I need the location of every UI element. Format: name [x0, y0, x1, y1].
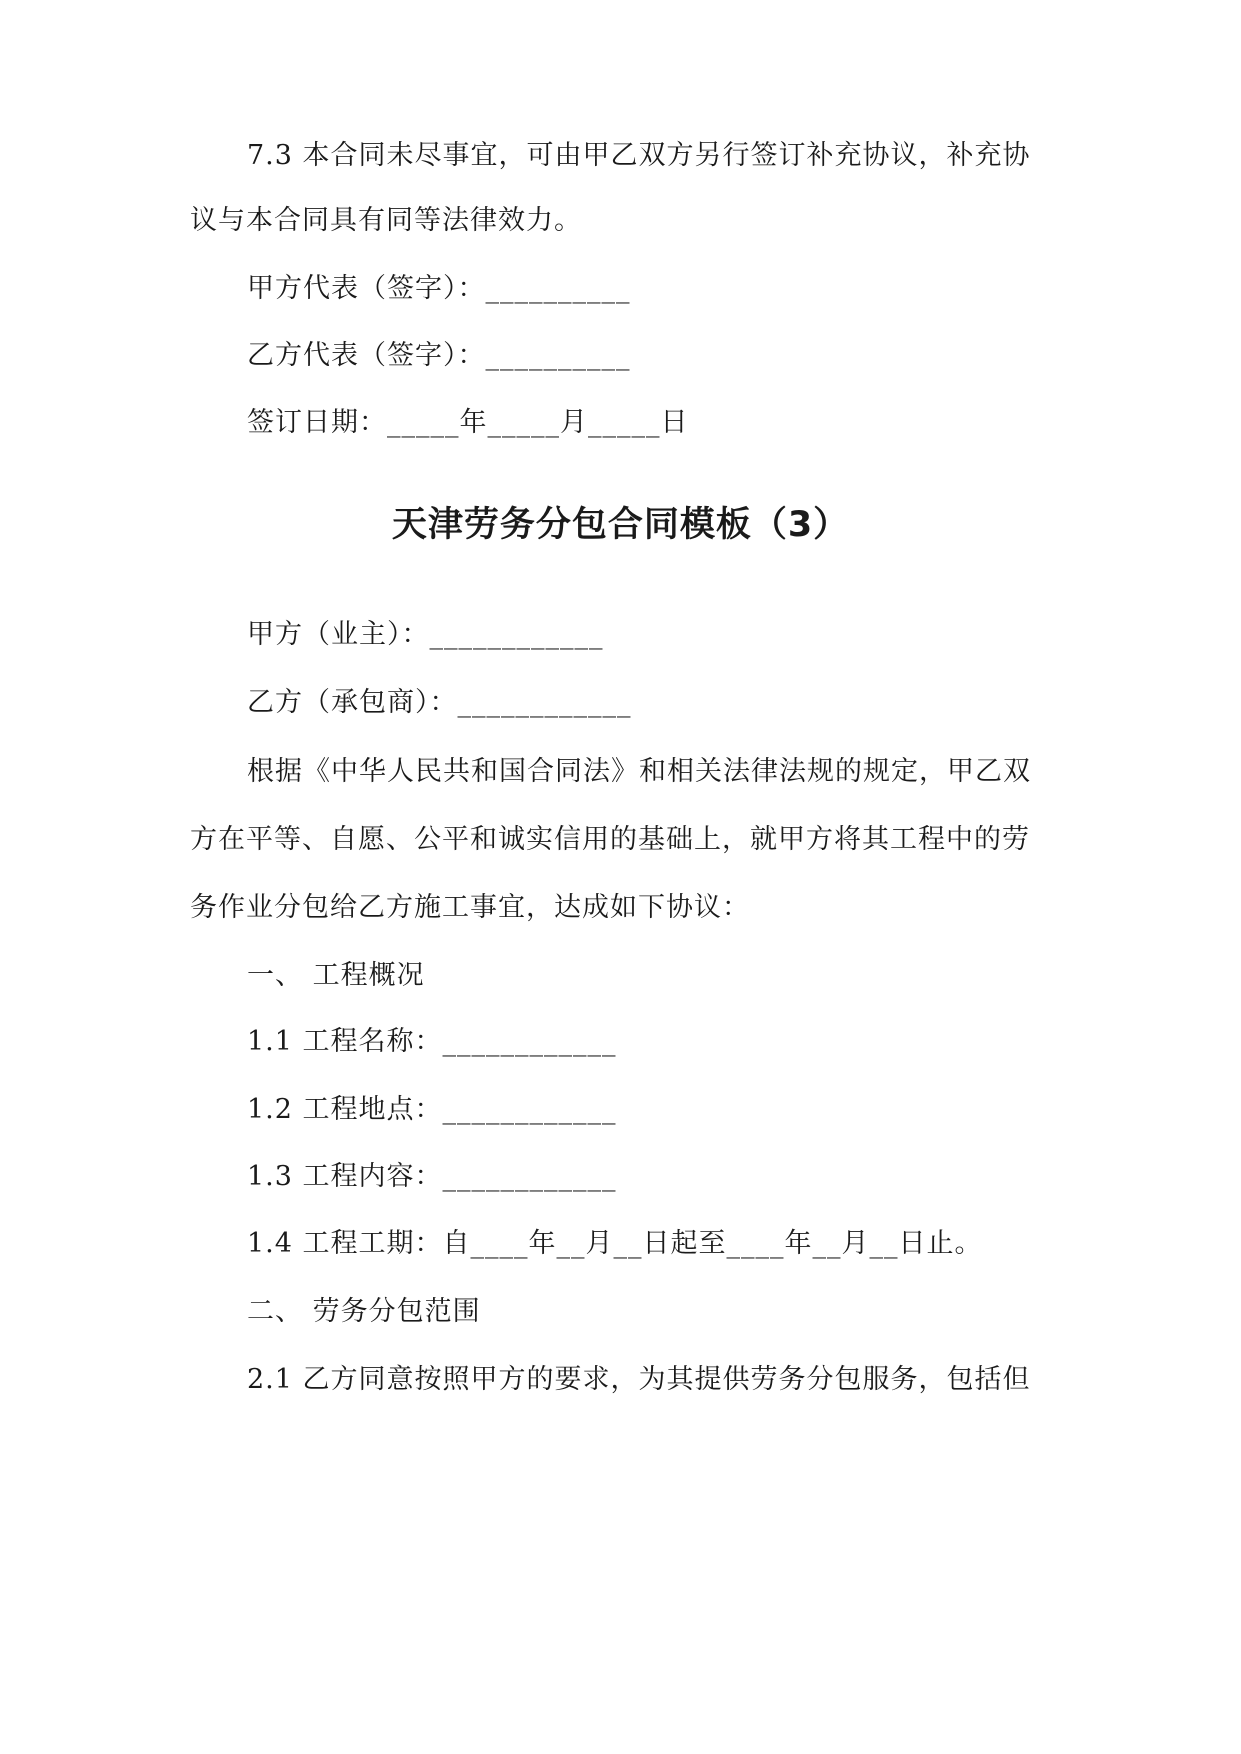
signing-date-line: 签订日期：_____年_____月_____日 [247, 407, 689, 438]
preamble-line-1: 根据《中华人民共和国合同法》和相关法律法规的规定，甲乙双 [247, 756, 1031, 787]
clause-1-3: 1.3 工程内容：____________ [247, 1161, 617, 1192]
clause-1-2: 1.2 工程地点：____________ [247, 1094, 617, 1125]
clause-1-4: 1.4 工程工期：自____年__月__日起至____年__月__日止。 [247, 1228, 983, 1259]
preamble-line-2: 方在平等、自愿、公平和诚实信用的基础上，就甲方将其工程中的劳 [190, 824, 1030, 855]
preamble-line-3: 务作业分包给乙方施工事宜，达成如下协议： [190, 892, 750, 923]
clause-7-3-line-2: 议与本合同具有同等法律效力。 [190, 205, 582, 236]
section-2-heading: 二、 劳务分包范围 [247, 1296, 481, 1327]
clause-1-1: 1.1 工程名称：____________ [247, 1026, 617, 1057]
party-a-signature-line: 甲方代表（签字）：__________ [247, 273, 631, 304]
party-a-owner-line: 甲方（业主）：____________ [247, 619, 604, 650]
document-title: 天津劳务分包合同模板（3） [391, 505, 850, 545]
party-b-signature-line: 乙方代表（签字）：__________ [247, 340, 631, 371]
section-1-heading: 一、 工程概况 [247, 960, 425, 991]
party-b-contractor-line: 乙方（承包商）：____________ [247, 687, 632, 718]
clause-7-3-line-1: 7.3 本合同未尽事宜，可由甲乙双方另行签订补充协议，补充协 [247, 140, 1031, 171]
clause-2-1: 2.1 乙方同意按照甲方的要求，为其提供劳务分包服务，包括但 [247, 1364, 1031, 1395]
